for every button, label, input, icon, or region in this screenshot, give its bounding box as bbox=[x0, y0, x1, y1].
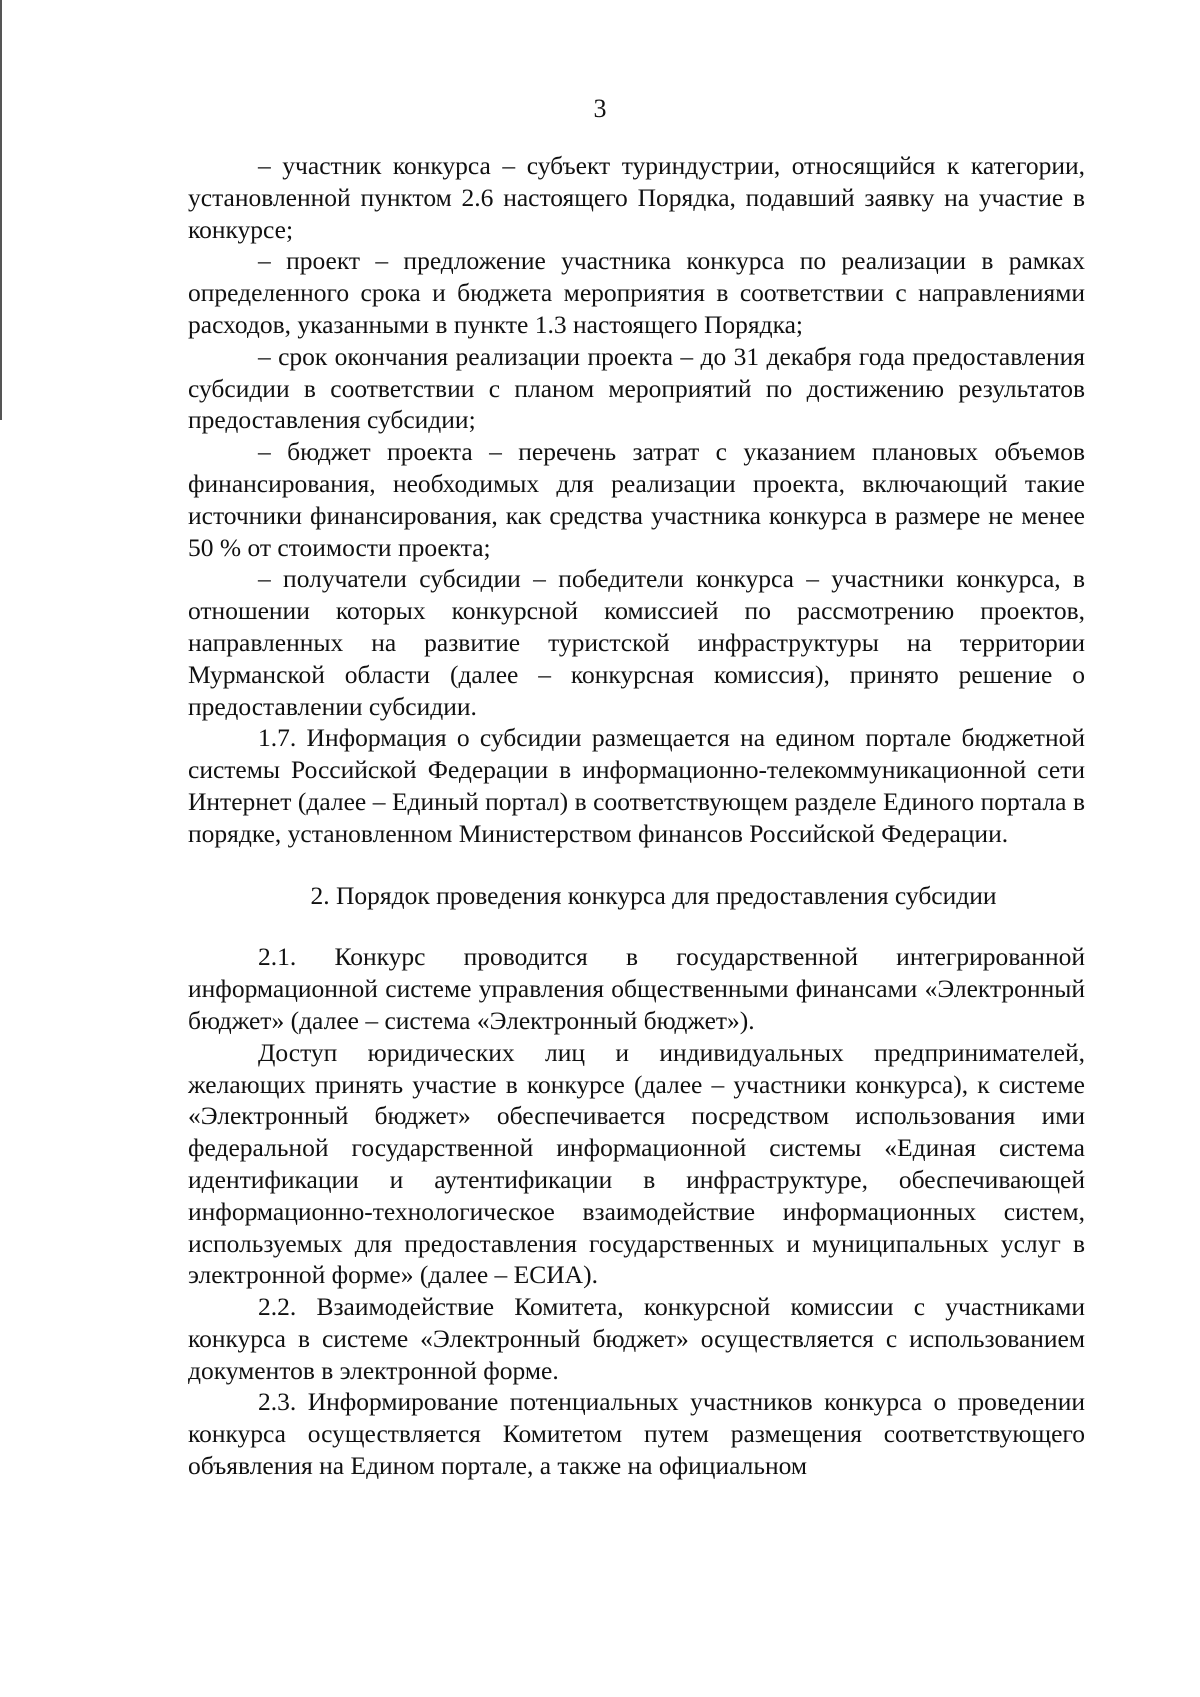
clause-1-7: 1.7. Информация о субсидии размещается на едином портале бюджетной системы Российской Федерации в информационно-телекоммуникационной сети Интернет (далее – Единый портал) в соответствующем разделе Единого портала в порядке, установленном Министерством финансов Российской Федерации. bbox=[188, 723, 1085, 848]
clause-2-1-access: Доступ юридических лиц и индивидуальных предпринимателей, желающих принять участие в конкурсе (далее – участники конкурса), к системе «Электронный бюджет» обеспечивается посредством использования ими федеральной государственной информационной системы «Единая система идентификации и аутентификации в инфраструктуре, обеспечивающей информационно-технологическое взаимодействие информационных систем, используемых для предоставления государственных и муниципальных услуг в электронной форме» (далее – ЕСИА). bbox=[188, 1037, 1085, 1290]
clause-2-1: 2.1. Конкурс проводится в государственной интегрированной информационной системе управления общественными финансами «Электронный бюджет» (далее – система «Электронный бюджет»). bbox=[188, 942, 1085, 1035]
definition-participant: – участник конкурса – субъект туриндустрии, относящийся к категории, установленной пунктом 2.6 настоящего Порядка, подавший заявку на участие в конкурсе; bbox=[188, 151, 1085, 244]
clause-2-2: 2.2. Взаимодействие Комитета, конкурсной комиссии с участниками конкурса в системе «Электронный бюджет» осуществляется с использованием документов в электронной форме. bbox=[188, 1292, 1085, 1385]
clause-2-3: 2.3. Информирование потенциальных участников конкурса о проведении конкурса осуществляется Комитетом путем размещения соответствующего объявления на Едином портале, а также на официальном bbox=[188, 1387, 1085, 1481]
definition-project: – проект – предложение участника конкурса по реализации в рамках определенного срока и бюджета мероприятия в соответствии с направлениями расходов, указанными в пункте 1.3 настоящего Порядка; bbox=[188, 246, 1085, 339]
document-body bbox=[188, 150, 1085, 1482]
scan-edge-line bbox=[0, 0, 2, 420]
definition-deadline: – срок окончания реализации проекта – до 31 декабря года предоставления субсидии в соответствии с планом мероприятий по достижению результатов предоставления субсидии; bbox=[188, 341, 1085, 435]
page-number: 3 bbox=[593, 94, 607, 123]
section-heading: 2. Порядок проведения конкурса для предоставления субсидии bbox=[310, 880, 997, 910]
definition-recipients: – получатели субсидии – победители конкурса – участники конкурса, в отношении которых конкурсной комиссией по рассмотрению проектов, направленных на развитие туристской инфраструктуры на территории Мурманской области (далее – конкурсная комиссия), принято решение о предоставлении субсидии. bbox=[188, 564, 1085, 721]
definition-budget: – бюджет проекта – перечень затрат с указанием плановых объемов финансирования, необходимых для реализации проекта, включающий такие источники финансирования, как средства участника конкурса в размере не менее 50 % от стоимости проекта; bbox=[188, 437, 1085, 562]
